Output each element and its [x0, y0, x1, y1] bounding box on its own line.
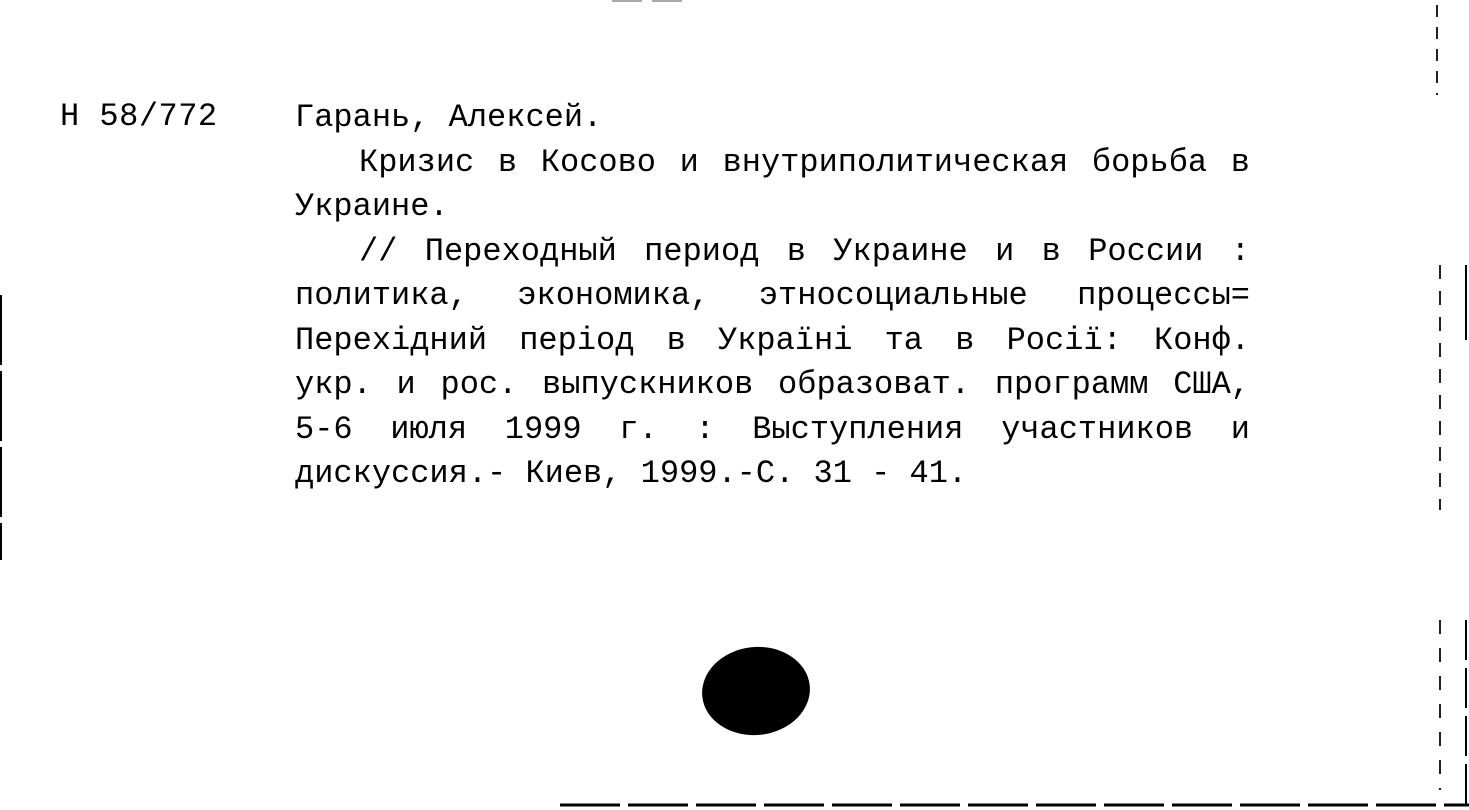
- title: Кризис в Косово и внутриполитическая борьба в Украине.: [295, 143, 1250, 225]
- author: Гарань, Алексей.: [295, 99, 603, 136]
- punch-hole: [698, 642, 815, 741]
- bibliographic-entry: [295, 96, 1250, 497]
- call-number: Н 58/772: [60, 98, 218, 135]
- source-description: // Переходный период в Украине и в России : политика, экономика, этносоциальные процессы= Перехідний період в Україні та в Росії: Конф. укр. и рос. выпускников образоват. программ США, 5-6 июля 1999 г. : Выступления участников и дискуссия.- Киев, 1999.-С. 31 - 41.: [295, 232, 1250, 492]
